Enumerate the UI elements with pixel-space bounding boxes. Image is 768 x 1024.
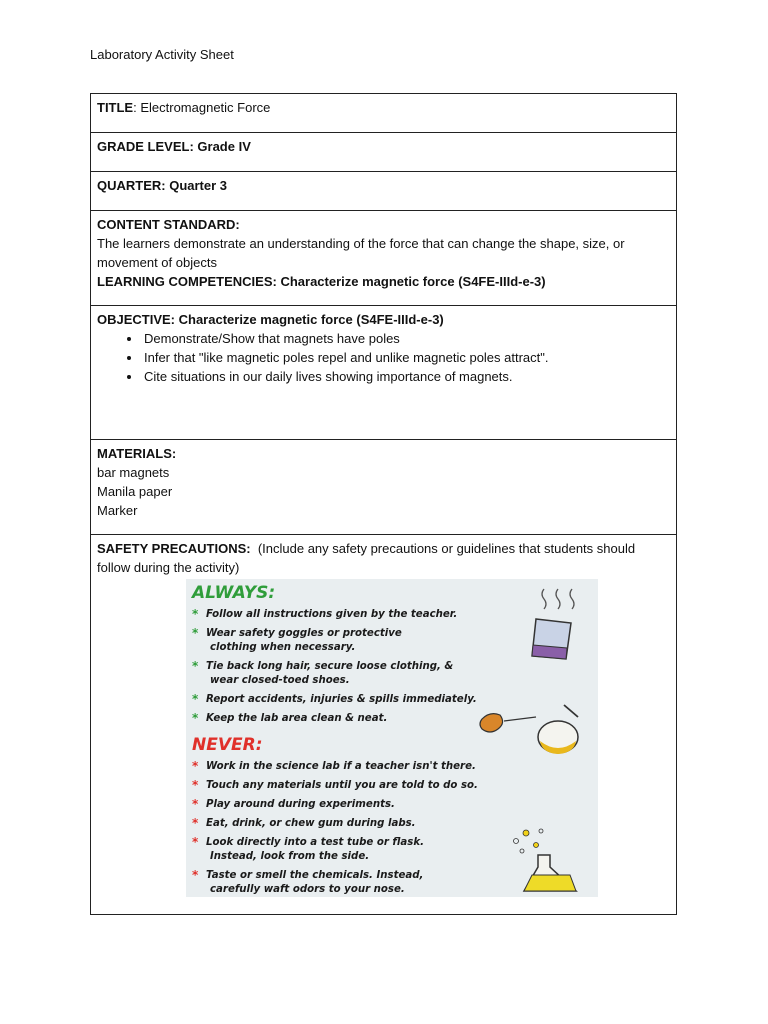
grade-level-label: GRADE LEVEL: Grade IV <box>97 139 251 154</box>
poster-rule-text: Look directly into a test tube or flask. <box>206 837 425 848</box>
safety-label: SAFETY PRECAUTIONS: <box>97 541 251 556</box>
objective-list <box>97 329 670 386</box>
lab-safety-poster <box>186 579 598 897</box>
poster-rule-text: Play around during experiments. <box>206 799 395 810</box>
materials-row <box>91 440 676 535</box>
content-standard-row <box>91 211 676 306</box>
never-heading: NEVER: <box>192 735 263 755</box>
poster-rule-text: wear closed-toed shoes. <box>210 675 350 686</box>
poster-rule-text: Instead, look from the side. <box>210 851 370 862</box>
bullet-star-icon: * <box>192 835 199 849</box>
never-list <box>192 759 478 895</box>
poster-rule-text: Follow all instructions given by the teacher. <box>206 609 458 620</box>
beaker-icon <box>532 589 574 659</box>
poster-rule-text: Report accidents, injuries & spills immediately. <box>206 694 477 705</box>
material-item: bar magnets <box>97 465 170 480</box>
bullet-star-icon: * <box>192 659 199 673</box>
bullet-star-icon: * <box>192 797 199 811</box>
always-list <box>192 607 477 725</box>
safety-note: (Include any safety precautions or guidelines that students should follow during the activity) <box>97 541 636 575</box>
content-standard-text: The learners demonstrate an understanding of the force that can change the shape, size, or movement of objects <box>97 236 625 270</box>
objective-item: • Cite situations in our daily lives showing importance of magnets. <box>142 367 670 386</box>
material-item: Manila paper <box>97 484 173 499</box>
activity-sheet-table <box>90 93 677 915</box>
objective-row <box>91 306 676 440</box>
bubbling-flask-icon <box>514 829 577 891</box>
bullet-star-icon: * <box>192 759 199 773</box>
content-standard-label: CONTENT STANDARD: <box>97 217 240 232</box>
bullet-star-icon: * <box>192 816 199 830</box>
grade-level-row <box>91 133 676 172</box>
poster-rule-text: Work in the science lab if a teacher isn't there. <box>206 761 476 772</box>
poster-rule-text: Touch any materials until you are told to do so. <box>206 780 478 791</box>
poster-rule-text: Tie back long hair, secure loose clothing, & <box>206 661 454 672</box>
bullet-star-icon: * <box>192 868 199 882</box>
poster-rule-text: Taste or smell the chemicals. Instead, <box>206 870 424 881</box>
poster-rule-text: Eat, drink, or chew gum during labs. <box>206 818 416 829</box>
document-header: Laboratory Activity Sheet <box>90 47 234 62</box>
title-label: TITLE <box>97 100 134 115</box>
objective-label: OBJECTIVE: Characterize magnetic force (S4FE-IIId-e-3) <box>97 312 444 327</box>
quarter-label: QUARTER: Quarter 3 <box>97 178 228 193</box>
title-separator: : <box>133 100 141 115</box>
bullet-star-icon: * <box>192 607 199 621</box>
bullet-star-icon: * <box>192 711 199 725</box>
learning-competencies-label: LEARNING COMPETENCIES: Characterize magnetic force (S4FE-IIId-e-3) <box>97 274 546 289</box>
poster-rule-text: carefully waft odors to your nose. <box>210 884 405 895</box>
objective-item: • Infer that "like magnetic poles repel and unlike magnetic poles attract". <box>142 348 670 367</box>
poster-rule-text: clothing when necessary. <box>210 642 356 653</box>
material-item: Marker <box>97 503 138 518</box>
lab-safety-poster-art <box>186 579 598 897</box>
poster-rule-text: Keep the lab area clean & neat. <box>206 713 388 724</box>
title-row <box>91 94 676 133</box>
bullet-star-icon: * <box>192 692 199 706</box>
objective-item: • Demonstrate/Show that magnets have poles <box>142 329 670 348</box>
flask-icon <box>480 705 578 754</box>
always-heading: ALWAYS: <box>192 583 276 603</box>
materials-label: MATERIALS: <box>97 446 177 461</box>
quarter-row <box>91 172 676 211</box>
bullet-star-icon: * <box>192 626 199 640</box>
bullet-star-icon: * <box>192 778 199 792</box>
poster-rule-text: Wear safety goggles or protective <box>206 628 402 639</box>
safety-precautions-row <box>91 535 676 914</box>
title-value: Electromagnetic Force <box>140 100 271 115</box>
